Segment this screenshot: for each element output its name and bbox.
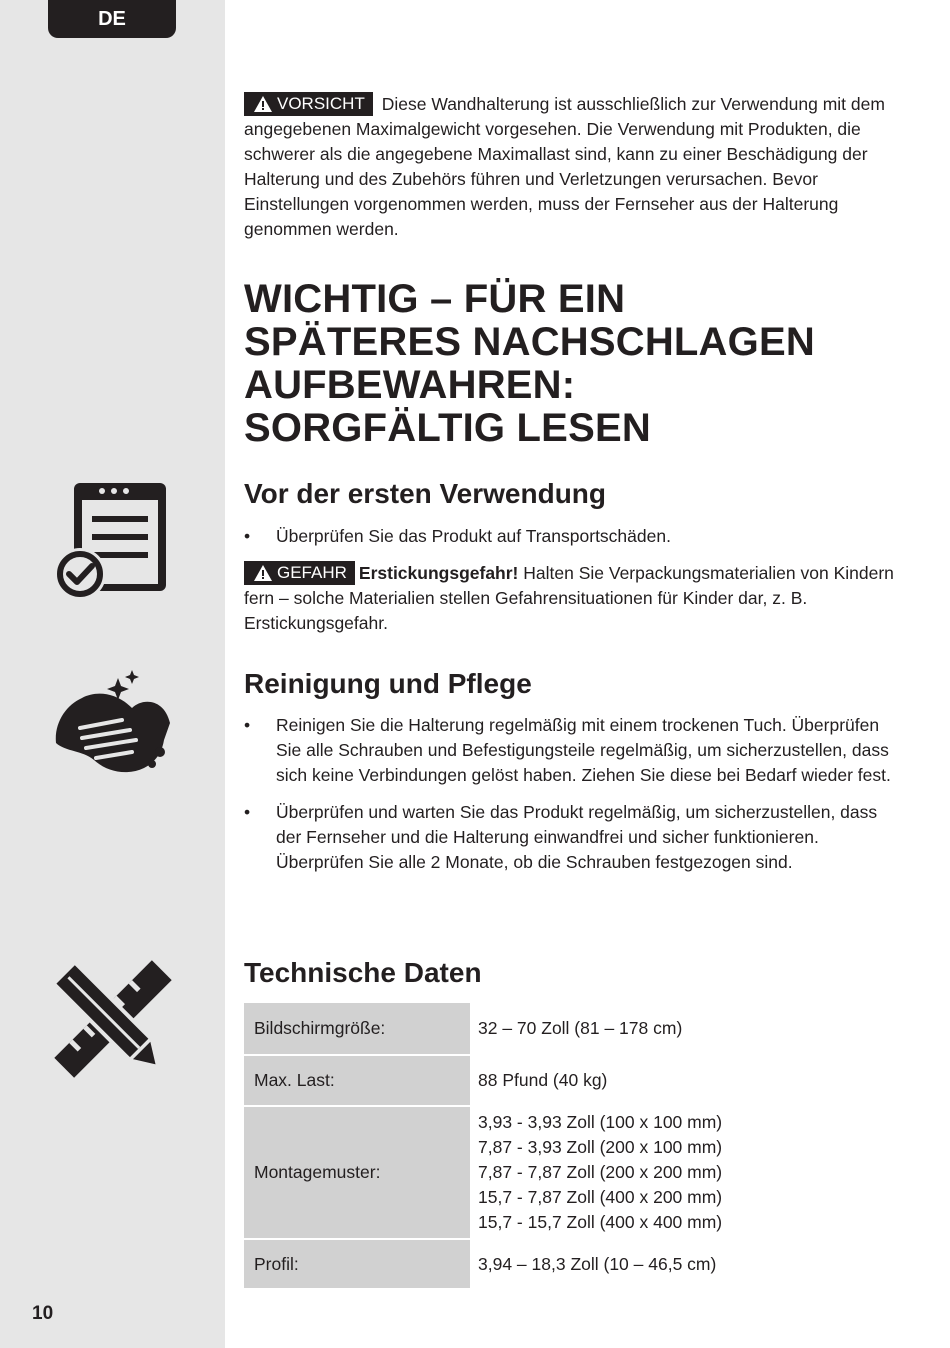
table-row <box>244 1239 790 1289</box>
list-item: • Reinigen Sie die Halterung regelmäßig mit einem trockenen Tuch. Überprüfen Sie alle Schrauben und Befestigungsteile regelmäßig, um sicherzustellen, dass sich keine Verbindungen gelöst haben. Ziehen Sie diese bei Bedarf wieder fest. <box>244 713 904 788</box>
spec-value-line: 32 – 70 Zoll (81 – 178 cm) <box>478 1018 683 1038</box>
spec-key: Max. Last: <box>244 1055 470 1106</box>
language-tab: DE <box>48 0 176 38</box>
table-row <box>244 1003 790 1055</box>
warning-triangle-icon <box>254 96 272 112</box>
page-title-line: WICHTIG – FÜR EIN <box>244 277 626 321</box>
checklist-icon <box>52 478 172 600</box>
spec-key: Montagemuster: <box>244 1106 470 1239</box>
sidebar <box>0 0 225 1348</box>
first-use-list <box>244 524 904 549</box>
table-row <box>244 1106 790 1239</box>
caution-label-text: VORSICHT <box>277 94 365 113</box>
danger-text: Halten Sie Verpackungsmaterialien von Kindern fern – solche Materialien stellen Gefahrensituationen für Kinder dar, z. B. Erstickungsgefahr. <box>244 563 894 633</box>
danger-label <box>244 561 355 585</box>
spec-value <box>470 1003 790 1055</box>
danger-label-text: GEFAHR <box>277 563 347 582</box>
page-number: 10 <box>32 1303 54 1324</box>
spec-value <box>470 1055 790 1106</box>
spec-value-line: 15,7 - 7,87 Zoll (400 x 200 mm) <box>478 1187 723 1207</box>
spec-key: Bildschirmgröße: <box>244 1003 470 1055</box>
page-title-line: SPÄTERES NACHSCHLAGEN <box>244 320 815 364</box>
list-item: • Überprüfen und warten Sie das Produkt regelmäßig, um sicherzustellen, dass der Fernseher und die Halterung einwandfrei und sicher funktionieren. Überprüfen Sie alle 2 Monate, ob die Schrauben festgezogen sind. <box>244 800 904 875</box>
spec-value <box>470 1239 790 1289</box>
spec-value-line: 15,7 - 15,7 Zoll (400 x 400 mm) <box>478 1212 723 1232</box>
spec-value-line: 7,87 - 7,87 Zoll (200 x 200 mm) <box>478 1162 723 1182</box>
caution-text: Diese Wandhalterung ist ausschließlich zur Verwendung mit dem angegebenen Maximalgewicht vorgesehen. Die Verwendung mit Produkten, die schwerer als die angegebene Maximallast sind, kann zu einer Beschädigung der Halterung und des Zubehörs führen und Verletzungen verursachen. Bevor Einstellungen vorgenommen werden, muss der Fernseher aus der Halterung genommen werden. <box>244 94 885 239</box>
spec-value <box>470 1106 790 1239</box>
cleaning-hand-icon <box>52 668 174 778</box>
list-item: • Überprüfen Sie das Produkt auf Transportschäden. <box>244 524 904 549</box>
heading-first-use: Vor der ersten Verwendung <box>244 478 607 509</box>
danger-notice <box>244 561 904 636</box>
warning-triangle-icon <box>254 565 272 581</box>
spec-value-line: 3,93 - 3,93 Zoll (100 x 100 mm) <box>478 1112 723 1132</box>
heading-cleaning: Reinigung und Pflege <box>244 668 532 699</box>
spec-value-line: 88 Pfund (40 kg) <box>478 1070 608 1090</box>
page-title-line: SORGFÄLTIG LESEN <box>244 406 651 450</box>
cleaning-list <box>244 713 904 875</box>
page-title-line: AUFBEWAHREN: <box>244 363 576 407</box>
caution-notice <box>244 92 904 242</box>
specs-table <box>244 1003 790 1290</box>
spec-value-line: 3,94 – 18,3 Zoll (10 – 46,5 cm) <box>478 1253 717 1274</box>
danger-bold-text: Erstickungsgefahr! <box>358 563 519 583</box>
ruler-pencil-icon <box>52 958 174 1080</box>
page-title <box>244 278 904 450</box>
heading-specs: Technische Daten <box>244 957 482 988</box>
spec-value-line: 7,87 - 3,93 Zoll (200 x 100 mm) <box>478 1137 723 1157</box>
spec-key: Profil: <box>244 1239 470 1289</box>
caution-label <box>244 92 373 116</box>
table-row <box>244 1055 790 1106</box>
